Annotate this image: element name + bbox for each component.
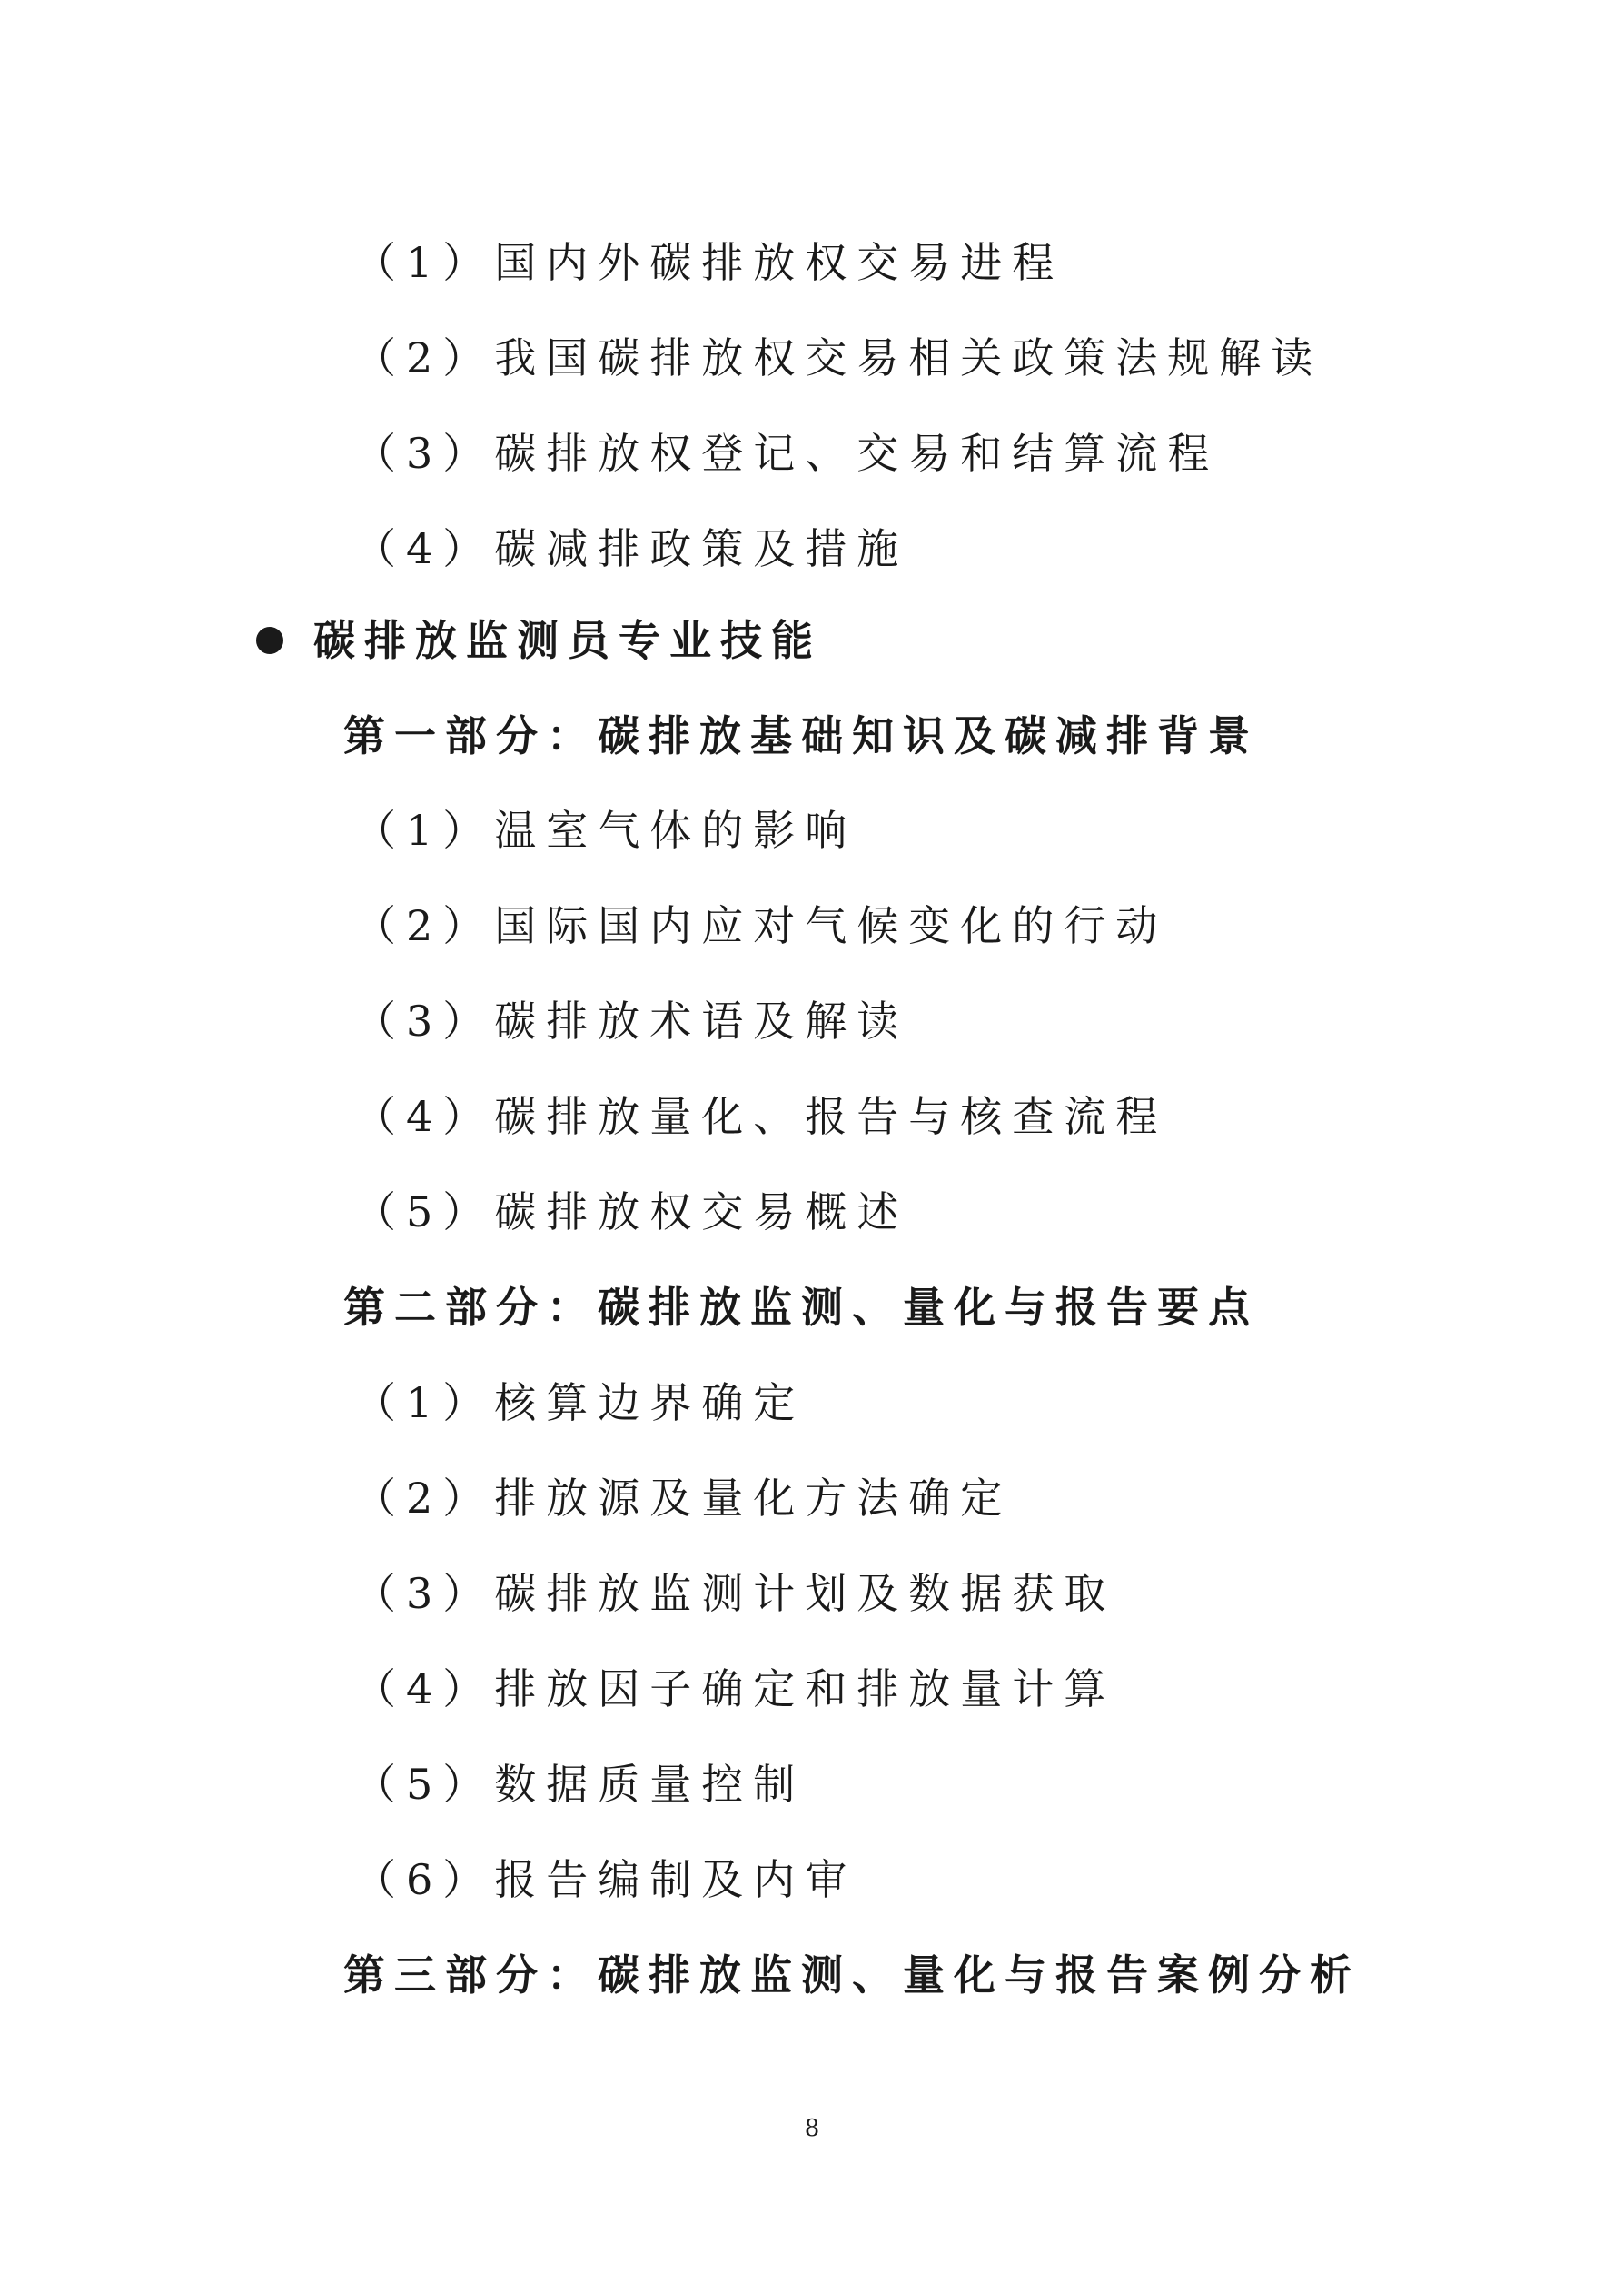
list-item: （2）国际国内应对气候变化的行动 [354, 901, 1168, 950]
list-item: （1）温室气体的影响 [354, 806, 857, 855]
list-item: （1）国内外碳排放权交易进程 [354, 238, 1065, 287]
list-item: （4）排放因子确定和排放量计算 [354, 1664, 1116, 1713]
part2-title: 第二部分：碳排放监测、量化与报告要点 [343, 1283, 1259, 1332]
list-item: （2）排放源及量化方法确定 [354, 1474, 1013, 1523]
section-title: 碳排放监测员专业技能 [313, 616, 822, 665]
list-item: （5）数据质量控制 [354, 1760, 806, 1809]
list-item: （6）报告编制及内审 [354, 1855, 857, 1904]
list-item: （4）碳排放量化、报告与核查流程 [354, 1092, 1168, 1141]
bullet-icon [256, 627, 283, 654]
list-item: （1）核算边界确定 [354, 1378, 806, 1427]
part3-title: 第三部分：碳排放监测、量化与报告案例分析 [343, 1951, 1361, 2000]
list-item: （4）碳减排政策及措施 [354, 524, 909, 573]
list-item: （3）碳排放术语及解读 [354, 997, 909, 1046]
list-item: （3）碳排放权登记、交易和结算流程 [354, 429, 1220, 478]
part1-title: 第一部分：碳排放基础知识及碳减排背景 [343, 711, 1259, 760]
list-item: （2）我国碳排放权交易相关政策法规解读 [354, 333, 1323, 382]
page-number: 8 [804, 2115, 820, 2142]
list-item: （5）碳排放权交易概述 [354, 1187, 909, 1236]
list-item: （3）碳排放监测计划及数据获取 [354, 1569, 1116, 1618]
